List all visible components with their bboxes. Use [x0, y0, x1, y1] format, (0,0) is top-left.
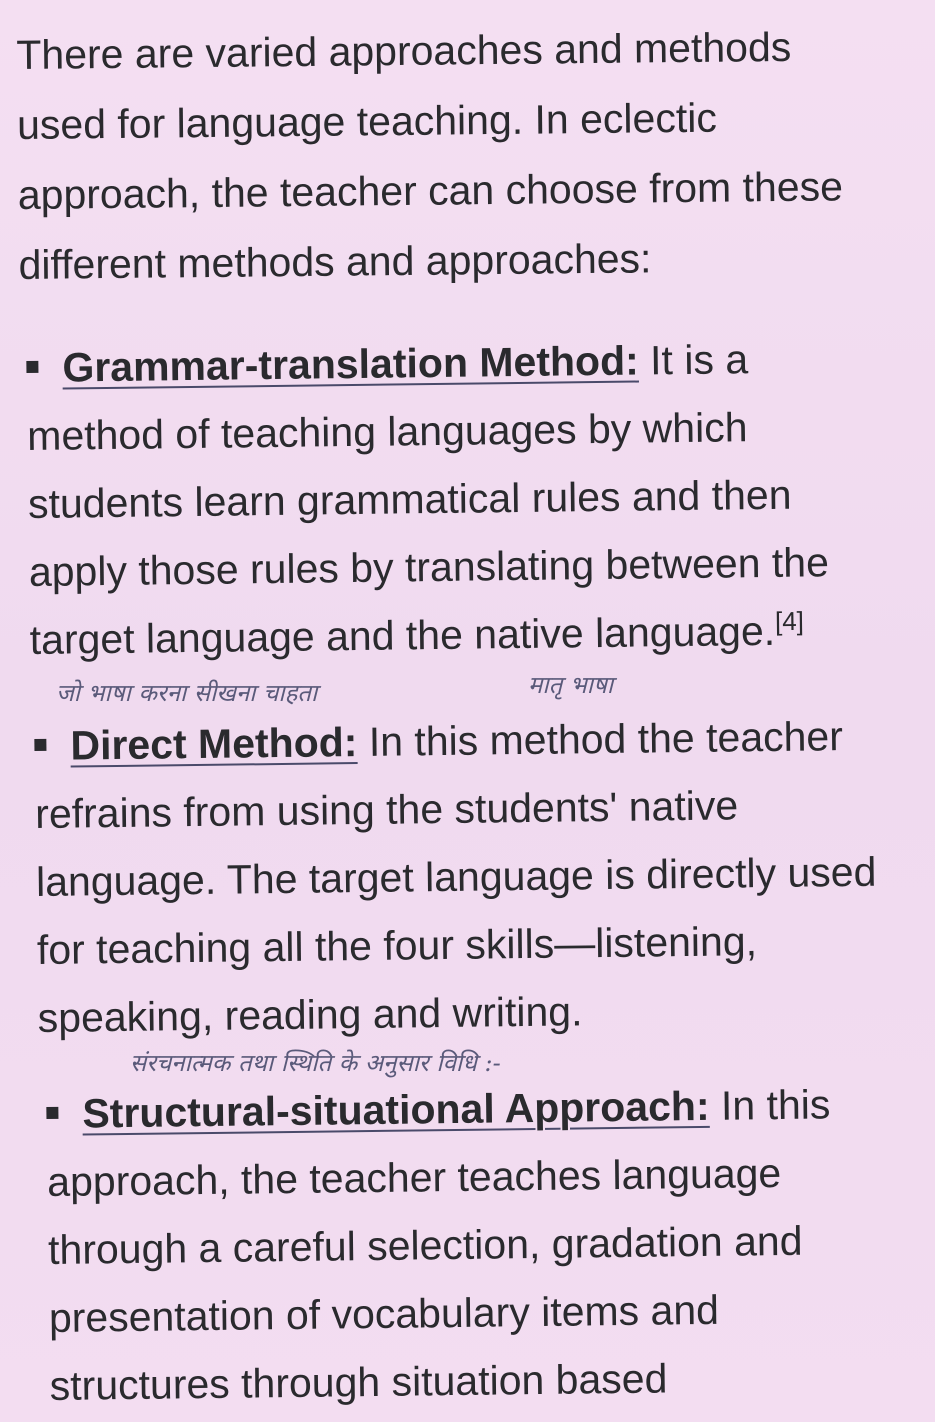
- list-item-direct-method: [34, 701, 898, 1051]
- item-line: In this method the teacher: [368, 713, 844, 765]
- item-term: Direct Method:: [70, 719, 358, 769]
- bullet-icon: [34, 739, 46, 751]
- item-line: refrains from using the students' native: [34, 782, 739, 837]
- list-item-structural-situational: [46, 1069, 910, 1419]
- item-line: speaking, reading and writing.: [37, 988, 583, 1041]
- intro-line: There are varied approaches and methods: [16, 23, 792, 78]
- bullet-icon: [46, 1107, 58, 1119]
- item-term: Structural-situational Approach:: [82, 1082, 710, 1137]
- item-line: through a careful selection, gradation and: [47, 1217, 803, 1273]
- item-line: for teaching all the four skills—listening,: [36, 918, 758, 973]
- intro-line: different methods and approaches:: [18, 235, 652, 288]
- item-line: apply those rules by translating between the: [28, 539, 830, 595]
- item-term: Grammar-translation Method:: [62, 337, 639, 391]
- item-line: In this: [720, 1081, 831, 1129]
- intro-paragraph: [16, 11, 899, 300]
- handwritten-note: संरचनात्मक तथा स्थिति के अनुसार विधि :-: [130, 1049, 501, 1077]
- intro-line: used for language teaching. In eclectic: [16, 94, 718, 148]
- item-line: It is a: [649, 336, 749, 384]
- item-line: approach, the teacher teaches language: [46, 1150, 782, 1205]
- handwritten-note: जो भाषा करना सीखना चाहता: [56, 679, 318, 707]
- item-line: target language and the native language.: [29, 607, 776, 663]
- intro-line: approach, the teacher can choose from these: [17, 163, 844, 218]
- bullet-icon: [26, 361, 38, 373]
- list-item-grammar-translation: [26, 323, 890, 673]
- item-line: presentation of vocabulary items and: [48, 1286, 720, 1341]
- item-line: students learn grammatical rules and then: [27, 471, 792, 527]
- handwritten-note: मातृ भाषा: [528, 671, 614, 699]
- citation: [4]: [774, 605, 805, 637]
- item-line: language. The target language is directly used: [35, 848, 877, 905]
- item-line: method of teaching languages by which: [26, 404, 748, 459]
- item-line: structures through situation based: [49, 1355, 668, 1409]
